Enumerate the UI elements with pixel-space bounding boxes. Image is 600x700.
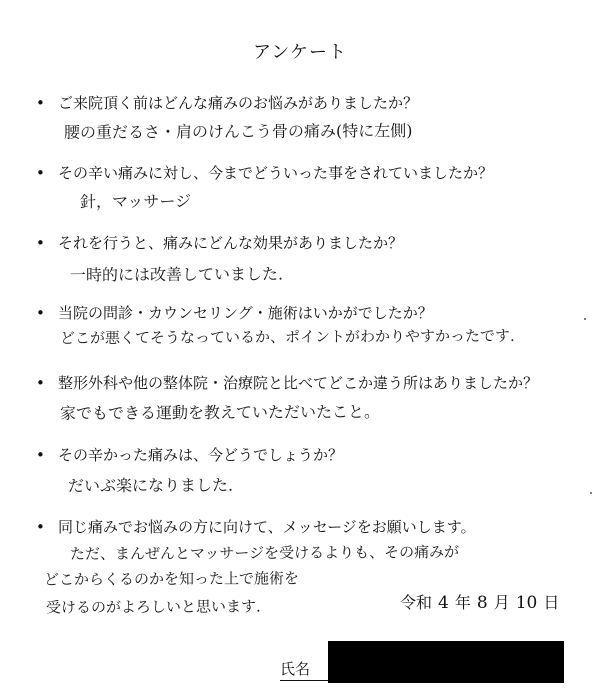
scan-speck [590, 492, 592, 494]
answer-2: 針，マッサージ [79, 191, 192, 212]
question-text: その辛い痛みに対し、今までどういった事をされていましたか？ [58, 164, 494, 182]
date [400, 590, 559, 613]
bullet: • [36, 234, 45, 252]
redacted-name [328, 641, 564, 683]
date-month-unit: 月 [493, 593, 510, 612]
question-1 [36, 92, 418, 113]
question-6 [36, 444, 343, 465]
date-year: 4 [438, 593, 449, 613]
answer-1: 腰の重だるさ・肩のけんこう骨の痛み(特に左側) [63, 121, 413, 142]
answer-7-line-1: ただ、まんぜんとマッサージを受けるよりも、その痛みが [69, 542, 460, 564]
question-text: その辛かった痛みは、今どうでしょうか？ [58, 446, 344, 464]
answer-6: だいぶ楽になりました. [67, 475, 234, 496]
question-text: 同じ痛みでお悩みの方に向けて、メッセージをお願いします。 [58, 518, 476, 536]
answer-4: どこが悪くてそうなっているか、ポイントがわかりやすかったです. [59, 326, 515, 348]
bullet: • [36, 94, 45, 112]
question-7 [36, 516, 476, 537]
date-year-unit: 年 [454, 593, 471, 612]
answer-3: 一時的には改善していました. [69, 264, 284, 285]
question-text: それを行うと、痛みにどんな効果がありましたか？ [58, 234, 404, 252]
name-label: 氏名 [280, 658, 328, 681]
question-text: 整形外科や他の整体院・治療院と比べてどこか違う所はありましたか？ [58, 374, 539, 392]
page-title: アンケート [253, 42, 347, 63]
answer-7-line-2: どこからくるのかを知った上で施術を [43, 569, 300, 589]
question-text: ご来院頂く前はどんな痛みのお悩みがありましたか？ [58, 94, 419, 112]
date-day-unit: 日 [543, 593, 560, 612]
scan-speck [584, 318, 586, 320]
bullet: • [36, 304, 45, 322]
question-5 [36, 372, 538, 393]
date-day: 10 [515, 593, 538, 613]
date-era: 令和 [400, 593, 433, 612]
bullet: • [36, 374, 45, 392]
question-2 [36, 162, 493, 183]
question-4 [36, 302, 433, 323]
bullet: • [36, 164, 45, 182]
question-3 [36, 232, 403, 253]
bullet: • [36, 446, 45, 464]
question-text: 当院の問診・カウンセリング・施術はいかがでしたか？ [58, 304, 433, 322]
date-month: 8 [476, 593, 488, 613]
answer-7-line-3: 受けるのがよろしいと思います. [45, 597, 261, 617]
bullet: • [36, 518, 45, 536]
answer-5: 家でもできる運動を教えていただいたこと。 [59, 402, 381, 423]
